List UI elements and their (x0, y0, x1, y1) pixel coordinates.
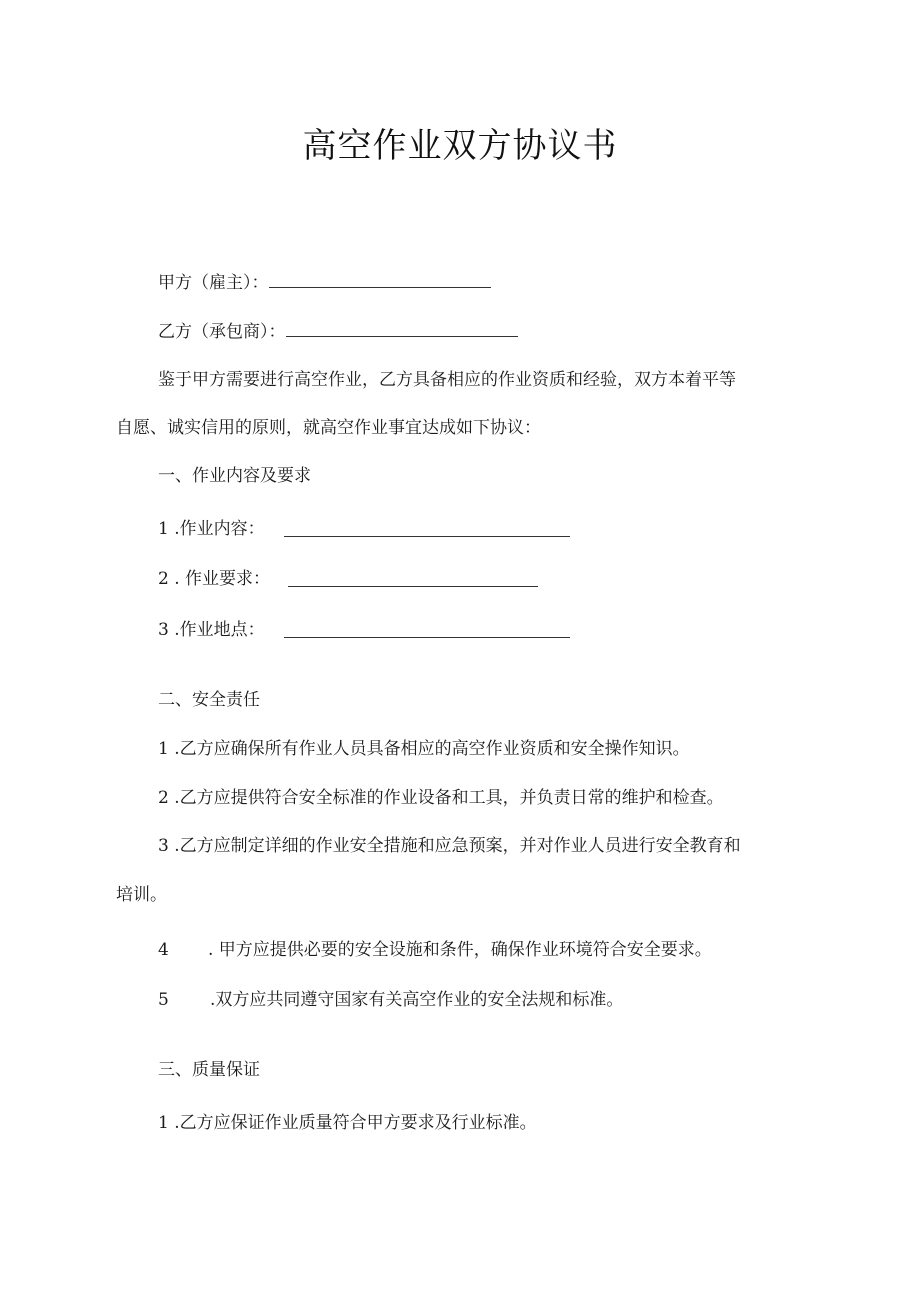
party-a-blank[interactable] (269, 273, 491, 288)
item-number: 3 (158, 620, 169, 640)
intro-line-2: 自愿、诚实信用的原则，就高空作业事宜达成如下协议： (116, 418, 541, 438)
section-2-heading: 二、安全责任 (158, 690, 260, 710)
section-2-item-2 (158, 786, 724, 810)
section-1-heading: 一、作业内容及要求 (158, 466, 311, 486)
document-title: 高空作业双方协议书 (302, 126, 618, 166)
party-b-label: 乙方（承包商）： (158, 322, 286, 342)
item-text: . 甲方应提供必要的安全设施和条件，确保作业环境符合安全要求。 (208, 940, 712, 960)
work-location-blank[interactable] (284, 623, 570, 638)
item-text: .乙方应提供符合安全标准的作业设备和工具，并负责日常的维护和检查。 (174, 788, 724, 808)
item-number: 2 (158, 569, 169, 589)
item-text: .乙方应确保所有作业人员具备相应的高空作业资质和安全操作知识。 (174, 739, 690, 759)
work-content-blank[interactable] (284, 522, 570, 537)
item-number: 1 (158, 739, 169, 759)
section-1-item-2 (158, 567, 270, 591)
intro-line-1: 鉴于甲方需要进行高空作业，乙方具备相应的作业资质和经验，双方本着平等 (158, 370, 736, 390)
section-1-item-1 (158, 517, 265, 541)
item-number: 2 (158, 788, 169, 808)
item-number: 4 (158, 940, 169, 960)
section-2-item-5 (158, 988, 623, 1012)
item-text: .双方应共同遵守国家有关高空作业的安全法规和标准。 (210, 990, 624, 1010)
item-text: .乙方应制定详细的作业安全措施和应急预案，并对作业人员进行安全教育和 (174, 836, 741, 856)
item-label: .作业内容： (174, 519, 265, 539)
item-number: 5 (158, 990, 169, 1010)
item-number: 1 (158, 1113, 169, 1133)
section-2-item-1 (158, 737, 690, 761)
section-3-item-1 (158, 1111, 537, 1135)
section-2-item-3-cont: 培训。 (116, 885, 167, 905)
party-a-label: 甲方（雇主）： (158, 273, 269, 293)
section-2-item-3 (158, 834, 741, 858)
party-b-blank[interactable] (286, 322, 518, 337)
item-number: 3 (158, 836, 169, 856)
work-requirement-blank[interactable] (288, 572, 538, 587)
item-label: .作业地点： (174, 620, 265, 640)
section-3-heading: 三、质量保证 (158, 1060, 260, 1080)
item-label: . 作业要求： (174, 569, 271, 589)
section-2-item-4 (158, 938, 712, 962)
section-1-item-3 (158, 618, 265, 642)
party-b-line (158, 320, 518, 344)
item-number: 1 (158, 519, 169, 539)
party-a-line (158, 271, 491, 295)
item-text: .乙方应保证作业质量符合甲方要求及行业标准。 (174, 1113, 537, 1133)
